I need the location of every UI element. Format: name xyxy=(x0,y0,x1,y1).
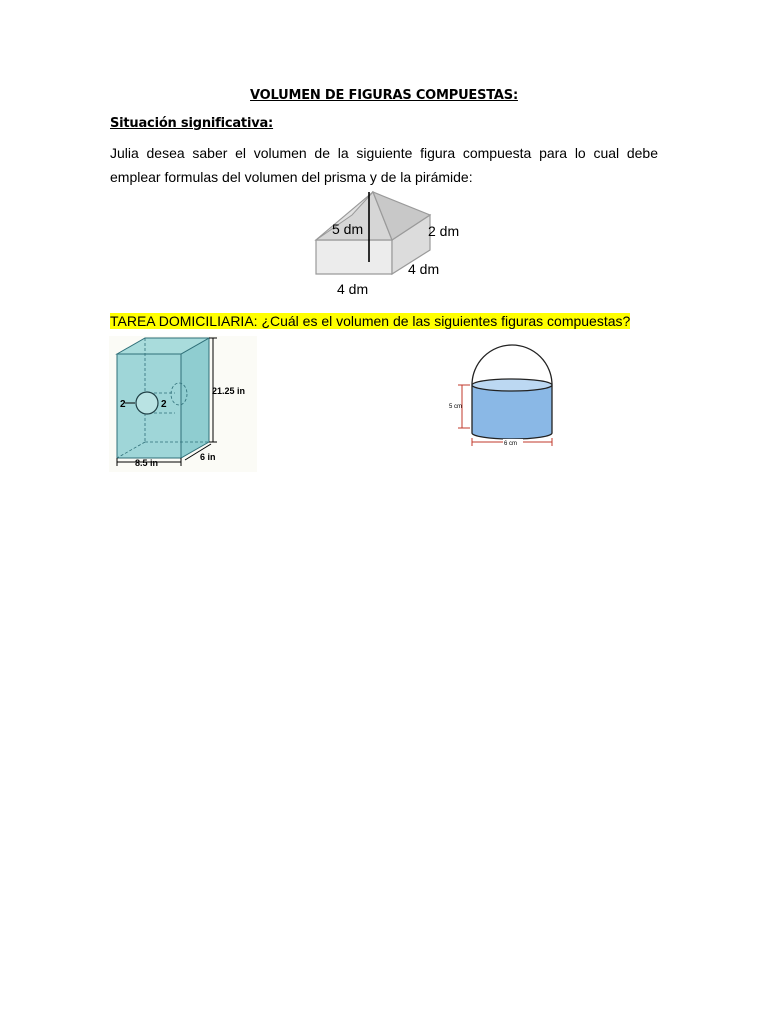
label-cyl-height: 5 cm xyxy=(449,404,463,410)
label-box-height: 21.25 in xyxy=(212,386,246,396)
homework-line xyxy=(110,312,630,330)
label-prism-height: 2 dm xyxy=(428,223,460,239)
label-box-depth: 6 in xyxy=(200,452,216,462)
homework-label: TAREA DOMICILIARIA: xyxy=(110,313,258,329)
label-pyramid-height: 5 dm xyxy=(332,221,364,237)
page-title: VOLUMEN DE FIGURAS COMPUESTAS: xyxy=(250,88,518,103)
figure-prism-pyramid xyxy=(300,190,475,300)
situation-paragraph: Julia desea saber el volumen de la siguiente figura compuesta para lo cual debe emplear formulas del volumen del prisma y de la pirámide: xyxy=(110,145,658,185)
section-heading: Situación significativa: xyxy=(110,116,274,131)
label-width: 4 dm xyxy=(337,281,369,297)
label-cyl-diameter: 6 cm xyxy=(504,441,518,447)
label-box-width: 8.5 in xyxy=(135,458,159,468)
label-hole-left: 2 xyxy=(120,399,126,410)
homework-question: ¿Cuál es el volumen de las siguientes figuras compuestas? xyxy=(261,313,631,329)
label-hole-right: 2 xyxy=(161,399,167,410)
label-depth: 4 dm xyxy=(408,261,440,277)
figure-box-with-hole xyxy=(109,336,257,472)
figure-cylinder-dome xyxy=(448,340,563,455)
